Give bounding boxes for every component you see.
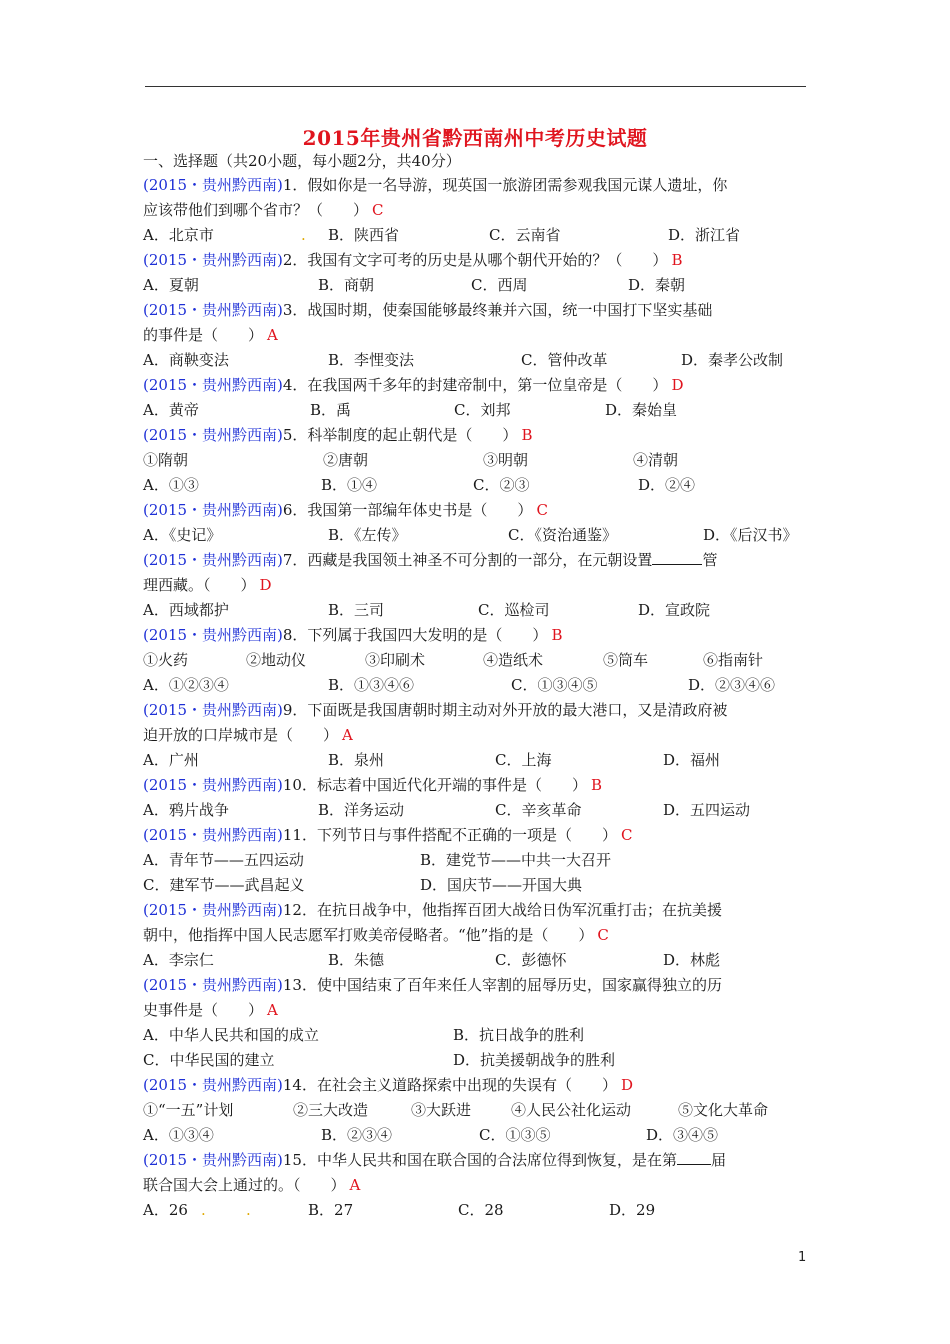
question-15-cont <box>143 1173 813 1198</box>
option-d: D．②④ <box>638 476 696 494</box>
option-c: C．巡检司 <box>478 601 550 619</box>
question-source: (2015・贵州黔西南) <box>143 1076 283 1094</box>
option-c: C．中华民国的建立 <box>143 1051 275 1069</box>
item-2: ②唐朝 <box>323 451 369 469</box>
option-d: D．浙江省 <box>668 226 741 244</box>
question-source: (2015・贵州黔西南) <box>143 551 283 569</box>
option-b: B．抗日战争的胜利 <box>453 1026 585 1044</box>
stray-dot: . <box>246 1201 251 1219</box>
item-4: ④清朝 <box>633 451 679 469</box>
question-text-tail: 届 <box>710 1151 726 1169</box>
question-text: 7．西藏是我国领土神圣不可分割的一部分，在元朝设置 <box>282 551 653 569</box>
question-12 <box>143 898 813 923</box>
question-12-cont <box>143 923 813 948</box>
question-7 <box>143 548 813 573</box>
question-source: (2015・贵州黔西南) <box>143 1151 283 1169</box>
stray-dot: . <box>201 1201 206 1219</box>
item-5: ⑤筒车 <box>603 651 649 669</box>
option-d: D．29 <box>609 1201 656 1219</box>
question-text: 朝中，他指挥中国人民志愿军打败美帝侵略者。“他”指的是（ ） <box>143 926 594 944</box>
question-source: (2015・贵州黔西南) <box>143 251 283 269</box>
option-b: B．李悝变法 <box>328 351 415 369</box>
option-c: C．②③ <box>473 476 530 494</box>
section-heading: 一、选择题（共20小题，每小题2分，共40分） <box>143 152 461 170</box>
question-3-cont <box>143 323 813 348</box>
question-5-options <box>143 473 813 498</box>
option-a: A．北京市 <box>143 226 214 244</box>
option-d: D．国庆节——开国大典 <box>420 876 583 894</box>
question-text: 13．使中国结束了百年来任人宰割的屈辱历史，国家赢得独立的历 <box>282 976 722 994</box>
answer: C <box>597 926 609 944</box>
option-c: C．28 <box>458 1201 504 1219</box>
question-text: 9．下面既是我国唐朝时期主动对外开放的最大港口，又是清政府被 <box>282 701 728 719</box>
question-6-options <box>143 523 813 548</box>
question-source: (2015・贵州黔西南) <box>143 176 283 194</box>
question-1-options <box>143 223 813 248</box>
item-2: ②三大改造 <box>293 1101 369 1119</box>
option-c: C．①③⑤ <box>479 1126 551 1144</box>
question-2-options <box>143 273 813 298</box>
option-a: A．①③ <box>143 476 199 494</box>
question-text: 2．我国有文字可考的历史是从哪个朝代开始的？（ ） <box>282 251 668 269</box>
question-11-options-row1 <box>143 848 813 873</box>
option-c: C．管仲改革 <box>521 351 608 369</box>
question-text: 15．中华人民共和国在联合国的合法席位得到恢复，是在第 <box>282 1151 677 1169</box>
answer: B <box>551 626 563 644</box>
option-b: B．①③④⑥ <box>328 676 415 694</box>
question-7-cont <box>143 573 813 598</box>
item-3: ③大跃进 <box>411 1101 472 1119</box>
option-a: A．李宗仁 <box>143 951 214 969</box>
question-14-items <box>143 1098 813 1123</box>
question-text: 12．在抗日战争中，他指挥百团大战给日伪军沉重打击；在抗美援 <box>282 901 722 919</box>
question-source: (2015・贵州黔西南) <box>143 426 283 444</box>
answer: B <box>521 426 533 444</box>
option-d: D．林彪 <box>663 951 721 969</box>
question-5-items <box>143 448 813 473</box>
question-2 <box>143 248 813 273</box>
question-text: 8．下列属于我国四大发明的是（ ） <box>282 626 548 644</box>
option-a: A．广州 <box>143 751 199 769</box>
question-1 <box>143 173 813 198</box>
page-number: 1 <box>798 1250 807 1265</box>
question-source: (2015・贵州黔西南) <box>143 501 283 519</box>
question-text: 迫开放的口岸城市是（ ） <box>143 726 339 744</box>
question-text: 5．科举制度的起止朝代是（ ） <box>282 426 518 444</box>
option-d: D．秦孝公改制 <box>681 351 784 369</box>
question-10 <box>143 773 813 798</box>
option-d: D．③④⑤ <box>646 1126 719 1144</box>
option-b: B．①④ <box>321 476 378 494</box>
option-c: C．上海 <box>495 751 552 769</box>
option-d: D．②③④⑥ <box>688 676 776 694</box>
question-text: 的事件是（ ） <box>143 326 264 344</box>
option-b: B．朱德 <box>328 951 385 969</box>
answer: A <box>267 1001 278 1019</box>
question-3 <box>143 298 813 323</box>
item-3: ③明朝 <box>483 451 529 469</box>
answer: A <box>267 326 278 344</box>
question-8 <box>143 623 813 648</box>
answer: D <box>620 1076 634 1094</box>
question-11-options-row2 <box>143 873 813 898</box>
item-5: ⑤文化大革命 <box>678 1101 769 1119</box>
question-13-cont <box>143 998 813 1023</box>
question-5 <box>143 423 813 448</box>
question-4-options <box>143 398 813 423</box>
answer-blank <box>677 1148 711 1165</box>
item-1: ①“一五”计划 <box>143 1101 234 1119</box>
option-d: D．秦朝 <box>628 276 686 294</box>
question-9-options <box>143 748 813 773</box>
question-text: 史事件是（ ） <box>143 1001 264 1019</box>
question-3-options <box>143 348 813 373</box>
question-source: (2015・贵州黔西南) <box>143 901 283 919</box>
option-d: D．五四运动 <box>663 801 751 819</box>
option-b: B．洋务运动 <box>318 801 405 819</box>
item-2: ②地动仪 <box>246 651 307 669</box>
question-source: (2015・贵州黔西南) <box>143 701 283 719</box>
answer: C <box>620 826 633 844</box>
question-13 <box>143 973 813 998</box>
option-d: D．《后汉书》 <box>703 526 798 544</box>
question-7-options <box>143 598 813 623</box>
question-text: 6．我国第一部编年体史书是（ ） <box>282 501 533 519</box>
item-4: ④造纸术 <box>483 651 544 669</box>
question-15-options <box>143 1198 813 1223</box>
option-c: C．彭德怀 <box>495 951 567 969</box>
question-11 <box>143 823 813 848</box>
question-text: 10．标志着中国近代化开端的事件是（ ） <box>282 776 587 794</box>
answer: C <box>536 501 548 519</box>
question-14-options <box>143 1123 813 1148</box>
option-d: D．福州 <box>663 751 721 769</box>
question-source: (2015・贵州黔西南) <box>143 376 283 394</box>
option-b: B．②③④ <box>321 1126 393 1144</box>
option-b: B．建党节——中共一大召开 <box>420 851 612 869</box>
option-c: C．云南省 <box>489 226 561 244</box>
question-text: 3．战国时期，使秦国能够最终兼并六国，统一中国打下坚实基础 <box>282 301 713 319</box>
answer: C <box>372 201 384 219</box>
answer: A <box>342 726 353 744</box>
question-13-options-row2 <box>143 1048 813 1073</box>
option-b: B．27 <box>308 1201 354 1219</box>
question-8-options <box>143 673 813 698</box>
question-text-tail: 管 <box>702 551 718 569</box>
question-text: 11．下列节日与事件搭配不正确的一项是（ ） <box>282 826 617 844</box>
option-b: B．陕西省 <box>328 226 400 244</box>
option-a: A．26 <box>143 1201 188 1219</box>
exam-title: 2015年贵州省黔西南州中考历史试题 <box>302 126 648 150</box>
question-source: (2015・贵州黔西南) <box>143 776 283 794</box>
question-1-cont <box>143 198 813 223</box>
stray-dot: . <box>301 226 306 244</box>
question-text: 1．假如你是一名导游，现英国一旅游团需参观我国元谋人遗址，你 <box>282 176 728 194</box>
item-1: ①火药 <box>143 651 189 669</box>
option-a: A．中华人民共和国的成立 <box>143 1026 319 1044</box>
option-c: C．刘邦 <box>454 401 511 419</box>
option-a: A．鸦片战争 <box>143 801 229 819</box>
answer-blank <box>652 548 702 565</box>
option-a: A．西域都护 <box>143 601 229 619</box>
option-b: B．泉州 <box>328 751 385 769</box>
question-source: (2015・贵州黔西南) <box>143 976 283 994</box>
question-9 <box>143 698 813 723</box>
option-d: D．宣政院 <box>638 601 711 619</box>
option-d: D．抗美援朝战争的胜利 <box>453 1051 616 1069</box>
option-a: A．①③④ <box>143 1126 214 1144</box>
item-3: ③印刷术 <box>365 651 426 669</box>
question-text: 理西藏。（ ） <box>143 576 256 594</box>
question-13-options-row1 <box>143 1023 813 1048</box>
question-10-options <box>143 798 813 823</box>
answer: D <box>671 376 684 394</box>
option-b: B．禹 <box>310 401 352 419</box>
question-text: 应该带他们到哪个省市？（ ） <box>143 201 369 219</box>
question-15 <box>143 1148 813 1173</box>
answer: A <box>349 1176 361 1194</box>
question-text: 4．在我国两千多年的封建帝制中，第一位皇帝是（ ） <box>282 376 668 394</box>
option-b: B．商朝 <box>318 276 375 294</box>
question-source: (2015・贵州黔西南) <box>143 301 283 319</box>
question-4 <box>143 373 813 398</box>
question-source: (2015・贵州黔西南) <box>143 826 283 844</box>
item-6: ⑥指南针 <box>703 651 764 669</box>
question-source: (2015・贵州黔西南) <box>143 626 283 644</box>
question-6 <box>143 498 813 523</box>
question-14 <box>143 1073 813 1098</box>
question-12-options <box>143 948 813 973</box>
option-a: A．①②③④ <box>143 676 229 694</box>
question-text: 14．在社会主义道路探索中出现的失误有（ ） <box>282 1076 617 1094</box>
option-a: A．青年节——五四运动 <box>143 851 304 869</box>
option-a: A．黄帝 <box>143 401 199 419</box>
question-8-items <box>143 648 813 673</box>
header-rule <box>145 86 806 87</box>
option-a: A．《史记》 <box>143 526 222 544</box>
option-a: A．商鞅变法 <box>143 351 229 369</box>
item-1: ①隋朝 <box>143 451 189 469</box>
option-c: C．辛亥革命 <box>495 801 582 819</box>
option-c: C．①③④⑤ <box>511 676 598 694</box>
answer: B <box>590 776 603 794</box>
answer: B <box>671 251 683 269</box>
option-c: C．《资治通鉴》 <box>508 526 617 544</box>
question-text: 联合国大会上通过的。（ ） <box>143 1176 346 1194</box>
answer: D <box>259 576 272 594</box>
option-c: C．西周 <box>471 276 528 294</box>
option-c: C．建军节——武昌起义 <box>143 876 305 894</box>
item-4: ④人民公社化运动 <box>511 1101 632 1119</box>
option-b: B．三司 <box>328 601 385 619</box>
question-9-cont <box>143 723 813 748</box>
option-a: A．夏朝 <box>143 276 199 294</box>
option-d: D．秦始皇 <box>605 401 678 419</box>
option-b: B．《左传》 <box>328 526 407 544</box>
